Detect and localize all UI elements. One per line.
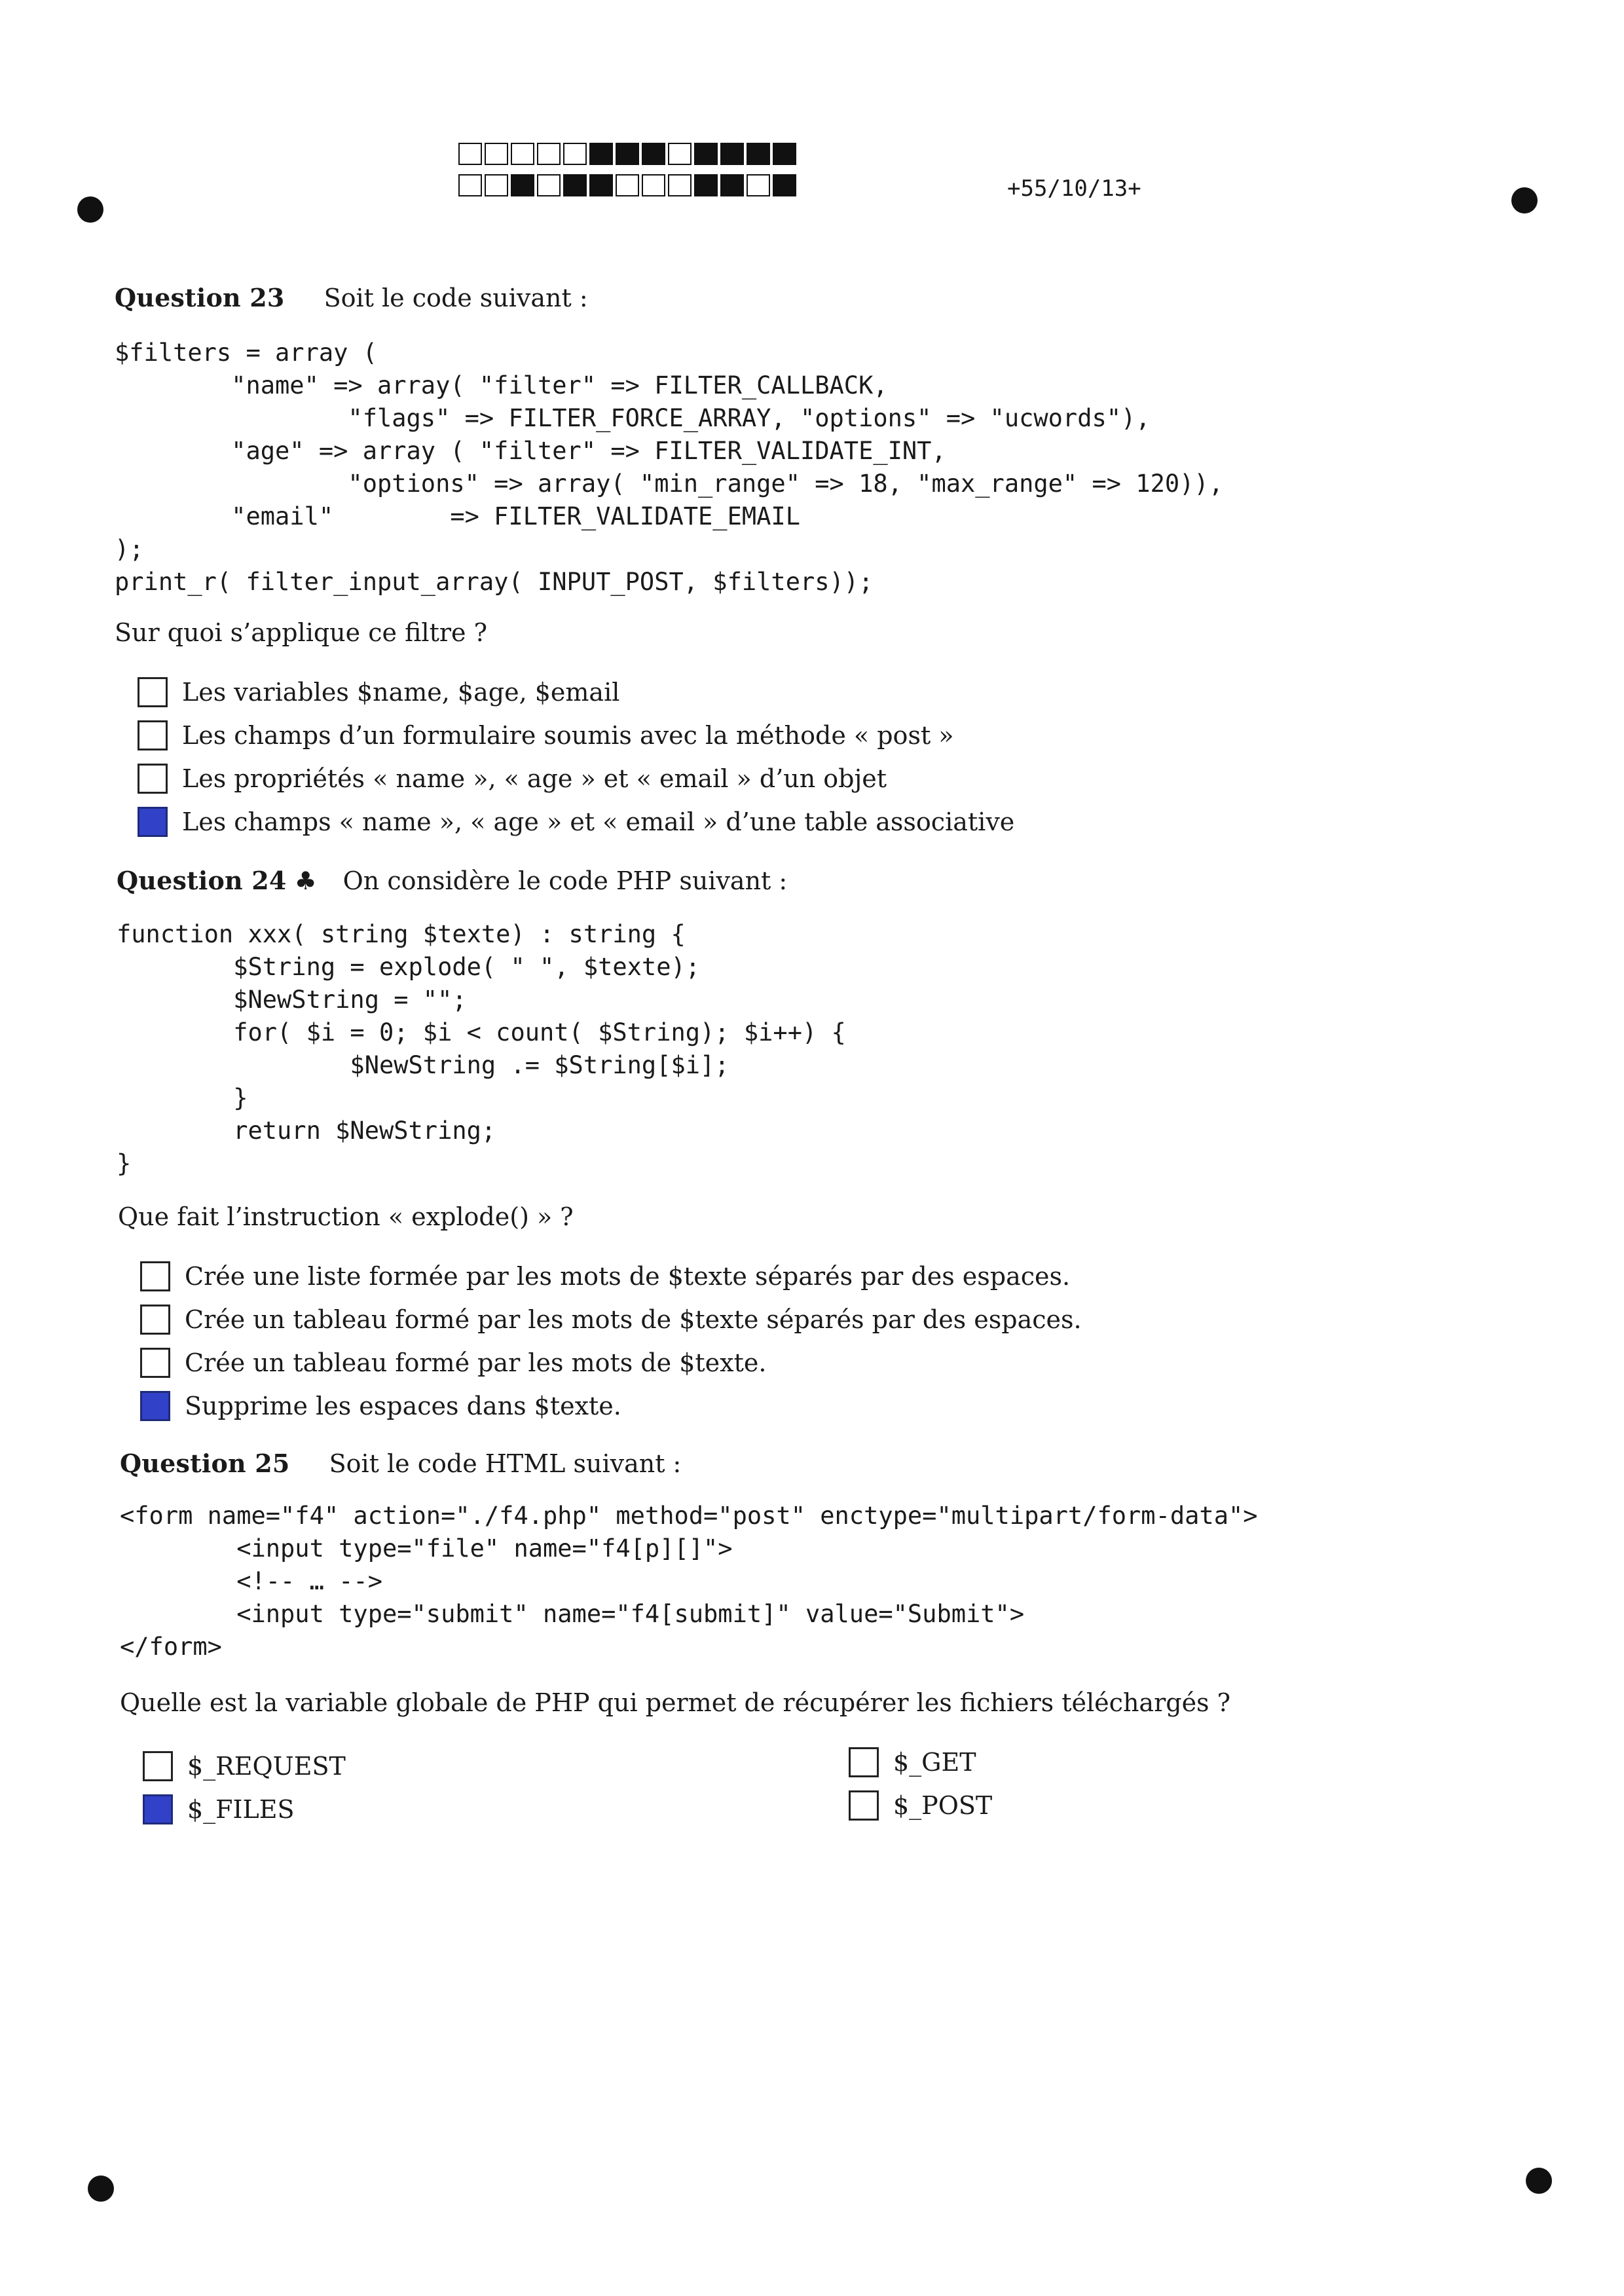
option-label: Crée une liste formée par les mots de $texte séparés par des espaces. [185,1262,1071,1291]
barcode-cell [485,143,508,165]
question-24 [117,866,787,895]
question-25-label: Question 25 [120,1449,290,1478]
checkbox[interactable] [140,1391,170,1421]
question-25-options-left [143,1745,346,1831]
barcode-cell [537,174,561,196]
barcode-row-2 [458,174,799,198]
checkbox[interactable] [849,1790,879,1821]
barcode-cell [747,143,770,165]
corner-mark-bottom-right [1526,2168,1552,2194]
checkbox[interactable] [138,720,168,750]
barcode-cell [720,174,744,196]
question-25-code: <form name="f4" action="./f4.php" method="post" enctype="multipart/form-data"> <input type="file" name="f4[p][]"> <!-- … --> <input type="submit" name="f4[submit]" value="Submit"> </form> [120,1502,1258,1661]
page-id: +55/10/13+ [1007,176,1141,202]
checkbox[interactable] [138,764,168,794]
question-24-prompt: Que fait l’instruction « explode() » ? [118,1202,574,1231]
checkbox[interactable] [138,677,168,707]
barcode-cell [589,174,613,196]
barcode-cell [511,174,534,196]
barcode-cell [642,174,665,196]
question-23-options [138,671,1014,843]
barcode-cell [537,143,561,165]
question-24-option-4[interactable] [140,1384,1082,1428]
question-25-option-files[interactable] [143,1788,346,1831]
barcode-cell [773,143,796,165]
checkbox[interactable] [849,1747,879,1777]
option-label: Crée un tableau formé par les mots de $texte séparés par des espaces. [185,1305,1082,1334]
option-label: $_POST [893,1791,993,1820]
barcode-cell [616,143,639,165]
option-label: Les champs d’un formulaire soumis avec la méthode « post » [182,721,954,750]
barcode-cell [616,174,639,196]
question-24-option-3[interactable] [140,1341,1082,1384]
barcode-cell [458,143,482,165]
option-label: Les variables $name, $age, $email [182,678,620,707]
checkbox[interactable] [140,1305,170,1335]
option-label: $_FILES [187,1795,295,1824]
barcode-cell [694,174,718,196]
question-23-code: $filters = array ( "name" => array( "filter" => FILTER_CALLBACK, "flags" => FILTER_FORCE_ARRAY, "options" => "ucwords"), "age" => array ( "filter" => FILTER_VALIDATE_INT, "options" => array( "min_range" => 18, "max_range" => 120)), "email" => FILTER_VALIDATE_EMAIL ); print_r( filter_input_array( INPUT_POST, $filters)); [115,339,1223,596]
question-25-intro: Soit le code HTML suivant : [329,1449,682,1478]
question-23-option-4[interactable] [138,800,1014,843]
question-23-intro: Soit le code suivant : [323,284,588,312]
question-24-option-2[interactable] [140,1298,1082,1341]
club-icon: ♣ [294,866,317,895]
option-label: Les propriétés « name », « age » et « email » d’un objet [182,764,887,793]
question-23-option-2[interactable] [138,714,1014,757]
checkbox[interactable] [138,807,168,837]
barcode-cell [589,143,613,165]
question-25-option-request[interactable] [143,1745,346,1788]
corner-mark-top-left [77,196,103,223]
checkbox[interactable] [143,1794,173,1824]
question-24-label: Question 24 [117,866,287,895]
question-24-option-1[interactable] [140,1255,1082,1298]
barcode-cell [773,174,796,196]
barcode-cell [720,143,744,165]
question-25 [120,1449,681,1478]
option-label: $_GET [893,1748,976,1777]
checkbox[interactable] [140,1261,170,1291]
question-23-prompt: Sur quoi s’applique ce filtre ? [115,618,487,647]
question-24-intro: On considère le code PHP suivant : [342,866,788,895]
barcode-row-1 [458,143,799,166]
option-label: Crée un tableau formé par les mots de $texte. [185,1348,767,1377]
question-23 [115,283,588,312]
barcode-cell [747,174,770,196]
option-label: Les champs « name », « age » et « email » d’une table associative [182,807,1015,836]
barcode-cell [458,174,482,196]
question-23-option-3[interactable] [138,757,1014,800]
barcode-cell [485,174,508,196]
question-23-option-1[interactable] [138,671,1014,714]
barcode-cell [563,143,587,165]
checkbox[interactable] [140,1348,170,1378]
corner-mark-bottom-left [88,2176,114,2202]
corner-mark-top-right [1511,187,1538,213]
question-24-options [140,1255,1082,1428]
barcode-cell [694,143,718,165]
barcode-cell [668,143,692,165]
question-23-label: Question 23 [115,283,285,312]
barcode-cell [511,143,534,165]
barcode-cell [668,174,692,196]
question-25-option-post[interactable] [849,1784,992,1827]
option-label: Supprime les espaces dans $texte. [185,1392,621,1420]
barcode-cell [563,174,587,196]
question-25-options-right [849,1741,992,1827]
question-25-prompt: Quelle est la variable globale de PHP qui permet de récupérer les fichiers téléchargés ? [120,1688,1231,1717]
checkbox[interactable] [143,1751,173,1781]
option-label: $_REQUEST [187,1752,346,1781]
question-25-option-get[interactable] [849,1741,992,1784]
question-24-code: function xxx( string $texte) : string { $String = explode( " ", $texte); $NewString = ""; for( $i = 0; $i < count( $String); $i++) { $NewString .= $String[$i]; } return $NewString; } [117,920,846,1177]
barcode-cell [642,143,665,165]
